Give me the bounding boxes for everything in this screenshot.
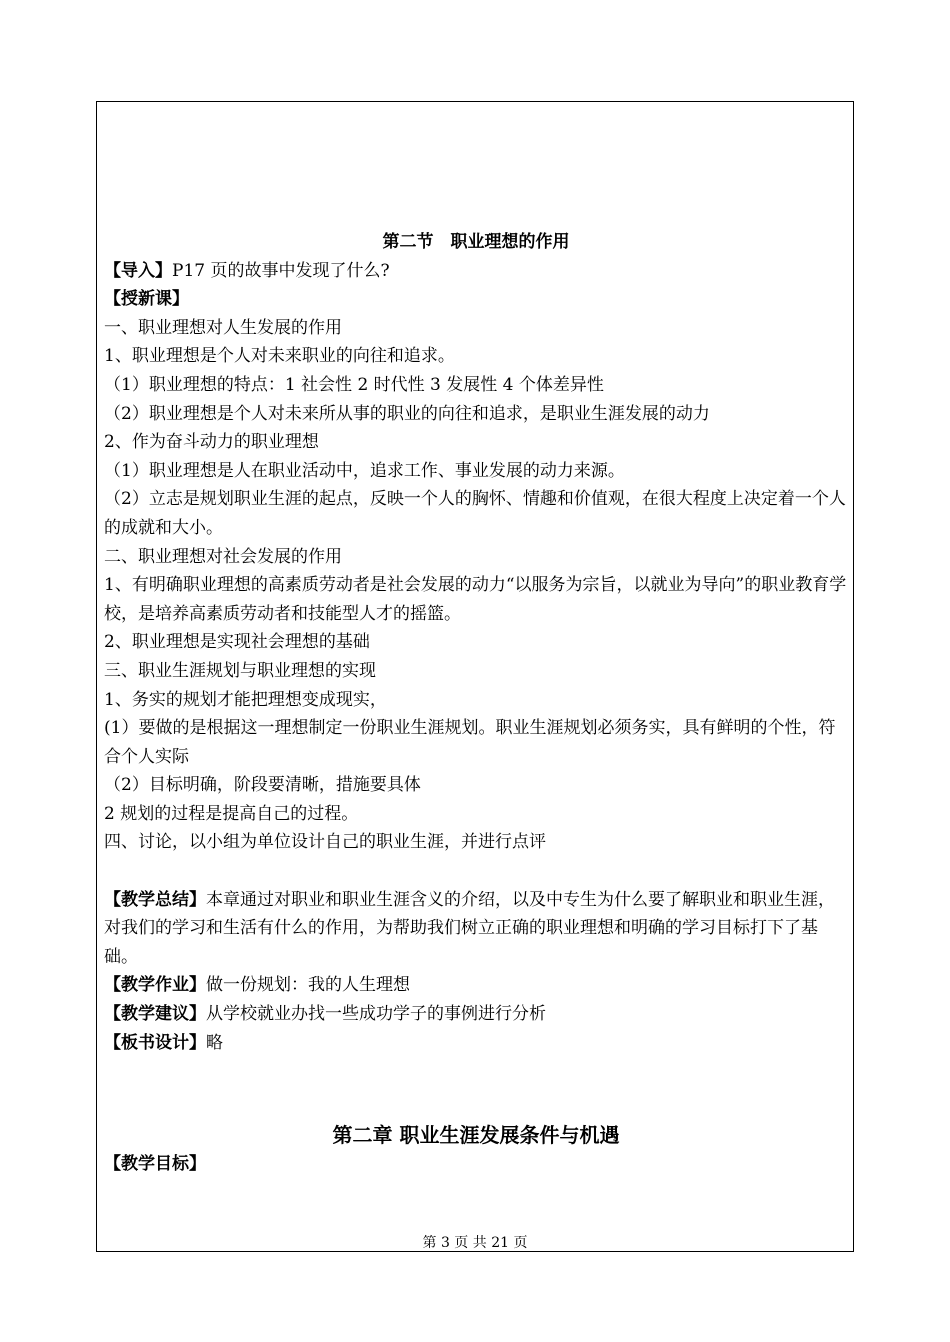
homework-text: 做一份规划：我的人生理想 — [206, 975, 410, 996]
body-line: 1、有明确职业理想的高素质劳动者是社会发展的动力“以服务为宗旨，以就业为导向”的职业教育学校，是培养高素质劳动者和技能型人才的摇篮。 — [104, 575, 847, 624]
body-line: （2）目标明确，阶段要清晰，措施要具体 — [104, 775, 421, 796]
section-title: 第二节 职业理想的作用 — [382, 232, 570, 252]
page-footer: 第 3 页 共 21 页 — [422, 1235, 528, 1251]
suggestion-paragraph — [104, 1000, 848, 1029]
body-line: 二、职业理想对社会发展的作用 — [104, 546, 342, 567]
body-line: 1、务实的规划才能把理想变成现实， — [104, 689, 387, 710]
body-line: （2）职业理想是个人对未来所从事的职业的向往和追求，是职业生涯发展的动力 — [104, 403, 710, 424]
board-label: 【板书设计】 — [104, 1032, 206, 1053]
body-line: 四、讨论，以小组为单位设计自己的职业生涯，并进行点评 — [104, 832, 546, 853]
suggestion-text: 从学校就业办找一些成功学子的事例进行分析 — [206, 1004, 546, 1025]
chapter-title: 第二章 职业生涯发展条件与机遇 — [332, 1122, 620, 1147]
body-line: （1）职业理想的特点：1 社会性 2 时代性 3 发展性 4 个体差异性 — [104, 374, 604, 395]
intro-text: P17 页的故事中发现了什么? — [172, 260, 390, 281]
summary-label: 【教学总结】 — [104, 889, 206, 910]
body-line: 2 规划的过程是提高自己的过程。 — [104, 803, 359, 824]
intro-paragraph — [104, 257, 848, 286]
spacer — [104, 857, 848, 886]
objective-label: 【教学目标】 — [104, 1153, 206, 1174]
summary-paragraph — [104, 886, 848, 972]
body-line: 2、作为奋斗动力的职业理想 — [104, 432, 319, 453]
spacer — [104, 1057, 848, 1086]
body-line: （2）立志是规划职业生涯的起点，反映一个人的胸怀、情趣和价值观，在很大程度上决定着一个人的成就和大小。 — [104, 489, 846, 538]
body-line: （1）职业理想是人在职业活动中，追求工作、事业发展的动力来源。 — [104, 460, 625, 481]
board-paragraph — [104, 1029, 848, 1058]
summary-text: 本章通过对职业和职业生涯含义的介绍，以及中专生为什么要了解职业和职业生涯，对我们的学习和生活有什么的作用，为帮助我们树立正确的职业理想和明确的学习目标打下了基础。 — [104, 889, 835, 967]
body-line: 三、职业生涯规划与职业理想的实现 — [104, 660, 376, 681]
board-text: 略 — [206, 1032, 223, 1053]
homework-paragraph — [104, 971, 848, 1000]
document-body — [104, 228, 848, 1178]
body-line: (1）要做的是根据这一理想制定一份职业生涯规划。职业生涯规划必须务实，具有鲜明的个性，符合个人实际 — [104, 718, 836, 767]
suggestion-label: 【教学建议】 — [104, 1004, 206, 1025]
body-line: 2、职业理想是实现社会理想的基础 — [104, 632, 370, 653]
body-line: 一、职业理想对人生发展的作用 — [104, 317, 342, 338]
new-lesson-label: 【授新课】 — [104, 289, 189, 310]
spacer — [104, 1086, 848, 1120]
intro-label: 【导入】 — [104, 260, 172, 281]
homework-label: 【教学作业】 — [104, 975, 206, 996]
body-line: 1、职业理想是个人对未来职业的向往和追求。 — [104, 346, 455, 367]
